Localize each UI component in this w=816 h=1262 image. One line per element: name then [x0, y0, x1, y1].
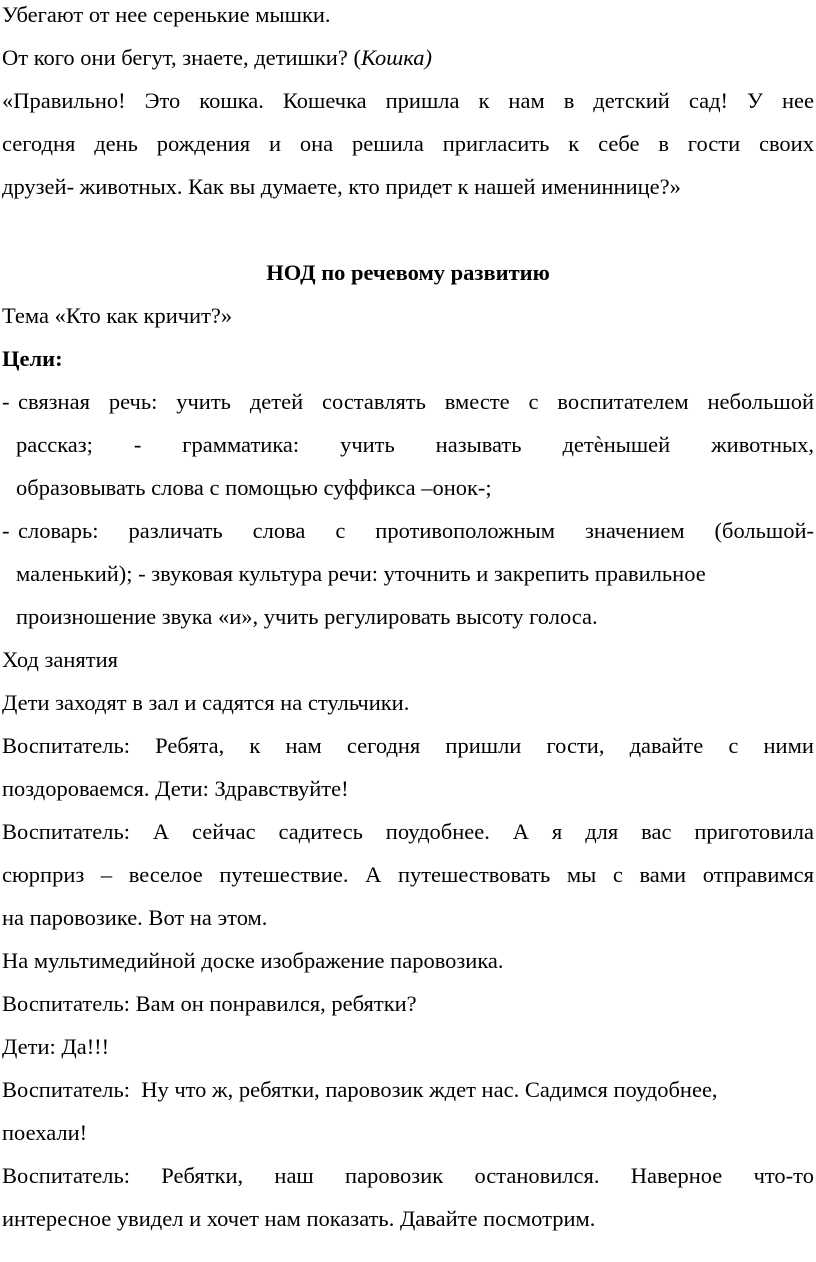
dialogue-p3-line-2: [2, 860, 814, 890]
word: сегодня: [2, 131, 76, 156]
word: Воспитатель:: [2, 1163, 130, 1188]
word: паровозик: [345, 1163, 444, 1188]
word: пришла: [385, 88, 460, 113]
dialogue-p8-line-1: [2, 1161, 814, 1191]
word: детский: [593, 88, 670, 113]
word: словарь:: [18, 518, 99, 543]
word: А: [152, 819, 170, 844]
word: садитесь: [278, 819, 363, 844]
intro-answer: Кошка): [360, 45, 432, 70]
word: в: [563, 88, 575, 113]
dialogue-p1: Дети заходят в зал и садятся на стульчики.: [2, 690, 410, 715]
word: составлять: [322, 389, 426, 414]
word: Ребята,: [155, 733, 225, 758]
word: поудобнее.: [385, 819, 490, 844]
word: своих: [758, 131, 814, 156]
word: вместе: [444, 389, 510, 414]
word: с: [728, 733, 739, 758]
dialogue-p7-line-1: Воспитатель: Ну что ж, ребятки, паровозик ждет нас. Садимся поудобнее,: [2, 1077, 718, 1102]
word: учить: [340, 432, 395, 457]
word: сегодня: [346, 733, 421, 758]
goal-item-1-line-2: [16, 430, 814, 460]
dialogue-p4: На мультимедийной доске изображение паровозика.: [2, 948, 504, 973]
goal-item-2-bullet: -: [2, 518, 10, 543]
dialogue-p2-line-1: [2, 731, 814, 761]
word: путешествие.: [219, 862, 349, 887]
dialogue-p3-line-1: [2, 817, 814, 847]
word: решила: [352, 131, 424, 156]
dialogue-p7-line-2: поехали!: [2, 1120, 88, 1145]
goal-item-2-line-3: произношение звука «и», учить регулировать высоту голоса.: [16, 604, 598, 629]
word: приготовила: [694, 819, 814, 844]
goal-item-1-line-3: образовывать слова с помощью суффикса –онок-;: [16, 475, 492, 500]
intro-line-3: [2, 86, 814, 116]
goal-item-2-bullet-line: [2, 516, 814, 546]
word: наш: [274, 1163, 314, 1188]
dialogue-p2-line-2: поздороваемся. Дети: Здравствуйте!: [2, 776, 349, 801]
goals-heading: Цели:: [2, 346, 63, 371]
word: себе: [598, 131, 640, 156]
word: веселое: [128, 862, 203, 887]
word: вами: [639, 862, 687, 887]
word: что-то: [753, 1163, 814, 1188]
word: с: [335, 518, 346, 543]
word: рассказ;: [16, 432, 93, 457]
goal-item-2-line-2-a: маленький);: [16, 561, 133, 586]
word: ними: [763, 733, 814, 758]
word: значением: [584, 518, 685, 543]
word: мы: [566, 862, 597, 887]
word: противоположным: [375, 518, 555, 543]
word: «Правильно!: [2, 88, 126, 113]
goal-item-1-bullet-line: [2, 387, 814, 417]
goal-item-1-bullet: -: [2, 389, 10, 414]
word: для: [585, 819, 619, 844]
word: нее: [781, 88, 814, 113]
word: речь:: [108, 389, 158, 414]
word: А: [512, 819, 530, 844]
intro-line-1: Убегают от нее серенькие мышки.: [2, 2, 331, 27]
word: У: [747, 88, 763, 113]
word: А: [365, 862, 382, 887]
dialogue-p8-line-2: интересное увидел и хочет нам показать. Давайте посмотрим.: [2, 1206, 596, 1231]
word: к: [249, 733, 261, 758]
word: нам: [508, 88, 545, 113]
word: детей: [249, 389, 304, 414]
intro-line-5: друзей- животных. Как вы думаете, кто придет к нашей имениннице?»: [2, 174, 681, 199]
word: Ребятки,: [161, 1163, 244, 1188]
word: слова: [252, 518, 306, 543]
word: пригласить: [442, 131, 550, 156]
word: Воспитатель:: [2, 733, 130, 758]
word: называть: [435, 432, 522, 457]
word: различать: [128, 518, 223, 543]
goal-item-2-line-1: [18, 516, 814, 546]
word: Кошечка: [282, 88, 367, 113]
word: Это: [144, 88, 181, 113]
word: я: [551, 819, 563, 844]
word: (большой-: [714, 518, 814, 543]
word: она: [299, 131, 334, 156]
word: нам: [285, 733, 322, 758]
word: –: [100, 862, 113, 887]
word: день: [94, 131, 138, 156]
word: грамматика:: [182, 432, 300, 457]
dialogue-p3-line-3: на паровозике. Вот на этом.: [2, 905, 268, 930]
word: пришли: [445, 733, 522, 758]
word: сад!: [688, 88, 729, 113]
word: вас: [641, 819, 672, 844]
word: отправимся: [702, 862, 814, 887]
word: к: [568, 131, 580, 156]
lesson-title: НОД по речевому развитию: [266, 260, 550, 285]
word: Воспитатель:: [2, 819, 130, 844]
word: Наверное: [630, 1163, 723, 1188]
word: -: [133, 432, 142, 457]
word: рождения: [156, 131, 251, 156]
intro-line-2-text: От кого они бегут, знаете, детишки? (: [2, 45, 361, 70]
word: в: [658, 131, 669, 156]
word: животных,: [711, 432, 814, 457]
word: связная: [18, 389, 90, 414]
word: гости: [687, 131, 741, 156]
dialogue-p6: Дети: Да!!!: [2, 1034, 110, 1059]
word: остановился.: [474, 1163, 600, 1188]
word: путешествовать: [397, 862, 551, 887]
word: к: [478, 88, 490, 113]
intro-line-2: [2, 43, 814, 73]
goal-item-1-line-1: [18, 387, 814, 417]
word: давайте: [629, 733, 704, 758]
word: сюрприз: [2, 862, 85, 887]
word: сейчас: [192, 819, 256, 844]
goal-item-2-line-2: [16, 559, 814, 589]
word: детѐнышей: [562, 432, 671, 457]
word: небольшой: [707, 389, 814, 414]
intro-line-4: [2, 129, 814, 159]
word: с: [528, 389, 539, 414]
word: воспитателем: [557, 389, 689, 414]
dialogue-p5: Воспитатель: Вам он понравился, ребятки?: [2, 991, 417, 1016]
process-heading: Ход занятия: [2, 647, 118, 672]
word: и: [269, 131, 282, 156]
word: гости,: [546, 733, 605, 758]
word: с: [612, 862, 623, 887]
word: кошка.: [199, 88, 264, 113]
goal-item-2-line-2-b: - звуковая культура речи: уточнить и закрепить правильное: [138, 561, 706, 586]
lesson-topic: Тема «Кто как кричит?»: [2, 303, 233, 328]
word: учить: [176, 389, 231, 414]
